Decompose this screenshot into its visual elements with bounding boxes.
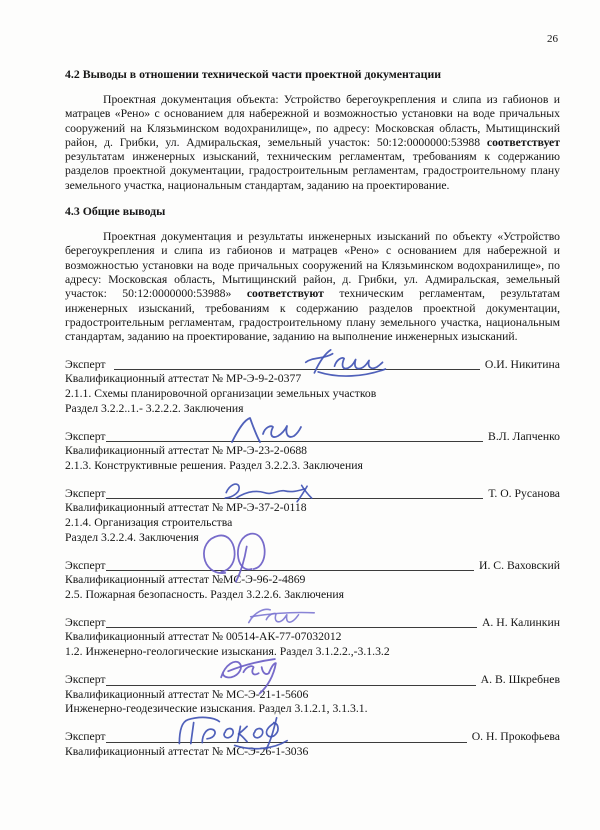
signature-line [106,615,477,628]
expert-name: В.Л. Лапченко [488,429,560,443]
signature-line [106,429,484,442]
signature-row [65,615,560,630]
section-heading-4-2: 4.2 Выводы в отношении технической части проектной документации [65,67,442,81]
expert-name: А. Н. Калинкин [481,615,560,629]
paragraph-text-before: Проектная документация объекта: Устройство берегоукрепления и слипа из габионов и матрацев «Рено» с основанием для набережной и возможностью установки на воде причальных сооружений на Клязьминском водохранилище», по адресу: Московская область, Мытищинский район, д. Грибки, ул. Адмиральская, земельный участок: 50:12:0000000:53988 [65,93,560,149]
expert-section-line: Раздел 3.2.2..1.- 3.2.2.2. Заключения [65,402,244,416]
expert-label: Эксперт [65,729,106,743]
page-number: 26 [547,33,558,45]
qualification-certificate: Квалификационный аттестат № МС-Э-26-1-3036 [65,744,309,758]
expert-block-prokofyeva [65,730,560,760]
expert-block-rusanova [65,486,560,545]
qualification-certificate: Квалификационный аттестат № МР-Э-9-2-0377 [65,372,302,386]
expert-section-line: 2.1.4. Организация строительства [65,516,233,530]
paragraph-4-3 [65,230,560,344]
handwritten-signature-icon [226,413,306,445]
expert-label: Эксперт [65,357,106,371]
paragraph-4-2 [65,93,560,193]
expert-name: И. С. Ваховский [479,558,560,572]
expert-label: Эксперт [65,558,106,572]
expert-name: О.И. Никитина [484,357,560,371]
expert-block-nikitina [65,357,560,416]
signature-row [65,558,560,573]
signature-row [65,429,560,444]
expert-name: О. Н. Прокофьева [471,729,560,743]
signature-line [114,357,480,370]
expert-label: Эксперт [65,486,106,500]
expert-signatures-list [65,357,560,759]
expert-label: Эксперт [65,672,106,686]
expert-section-line: Раздел 3.2.2.4. Заключения [65,531,199,545]
expert-section-line: 2.1.3. Конструктивные решения. Раздел 3.2.2.3. Заключения [65,459,363,473]
expert-name: А. В. Шкребнев [480,672,560,686]
paragraph-text-after: техническим регламентам, результатам инженерных изысканий, требованиям к содержанию разделов проектной документации, градостроительным регламентам, градостроительному плану земельного участка, национальным стандартам, заданию на проектирование, заданию на выполнение инженерных изысканий. [65,287,560,344]
expert-section-line: 2.1.1. Схемы планировочной организации земельных участков [65,387,377,401]
qualification-certificate: Квалификационный аттестат №МС-Э-96-2-4869 [65,573,306,587]
qualification-certificate: Квалификационный аттестат № МС-Э-21-1-5606 [65,687,309,701]
bold-conclusion-word: соответствуют [246,287,324,301]
qualification-certificate: Квалификационный аттестат № 00514-АК-77-07032012 [65,630,342,644]
expert-block-kalinkin [65,615,560,660]
signature-row [65,486,560,501]
section-heading-4-3: 4.3 Общие выводы [65,204,166,219]
expert-block-vakhovsky [65,558,560,603]
handwritten-signature-icon [236,604,324,629]
expert-label: Эксперт [65,615,106,629]
qualification-certificate: Квалификационный аттестат № МР-Э-23-2-0688 [65,444,308,458]
expert-section-line: Инженерно-геодезические изыскания. Раздел 3.1.2.1, 3.1.3.1. [65,702,368,716]
qualification-certificate: Квалификационный аттестат № МР-Э-37-2-0118 [65,501,307,515]
signature-line [106,673,476,686]
signature-line [106,730,467,743]
paragraph-text-before: Проектная документация и результаты инженерных изысканий по объекту «Устройство берегоукрепления и слипа из габионов и матрацев «Рено» с основанием для набережной и возможностью установки на воде причальных сооружений на Клязьминском водохранилище», по адресу: Московская область, Мытищинский район, д. Грибки, ул. Адмиральская, земельный участок: 50:12:0000000:53988» [65,230,560,301]
expert-block-lapchenko [65,429,560,474]
expert-label: Эксперт [65,429,106,443]
signature-line [106,558,474,571]
expert-name: Т. О. Русанова [488,486,560,500]
expert-section-line: 1.2. Инженерно-геологические изыскания. Раздел 3.1.2.2.,-3.1.3.2 [65,645,390,659]
expert-section-line: 2.5. Пожарная безопасность. Раздел 3.2.2.6. Заключения [65,588,345,602]
bold-conclusion-word: соответствует [486,135,560,149]
signature-line [106,486,484,499]
expert-block-shkrebnev [65,673,560,718]
signature-row [65,357,560,372]
signature-row [65,673,560,688]
signature-row [65,730,560,745]
paragraph-text-after: результатам инженерных изысканий, техническим регламентам, требованиям к содержанию разделов проектной документации, градостроительным регламентам, градостроительному плану земельного участка, национальным стандартам, заданию на проектирование. [65,150,560,192]
